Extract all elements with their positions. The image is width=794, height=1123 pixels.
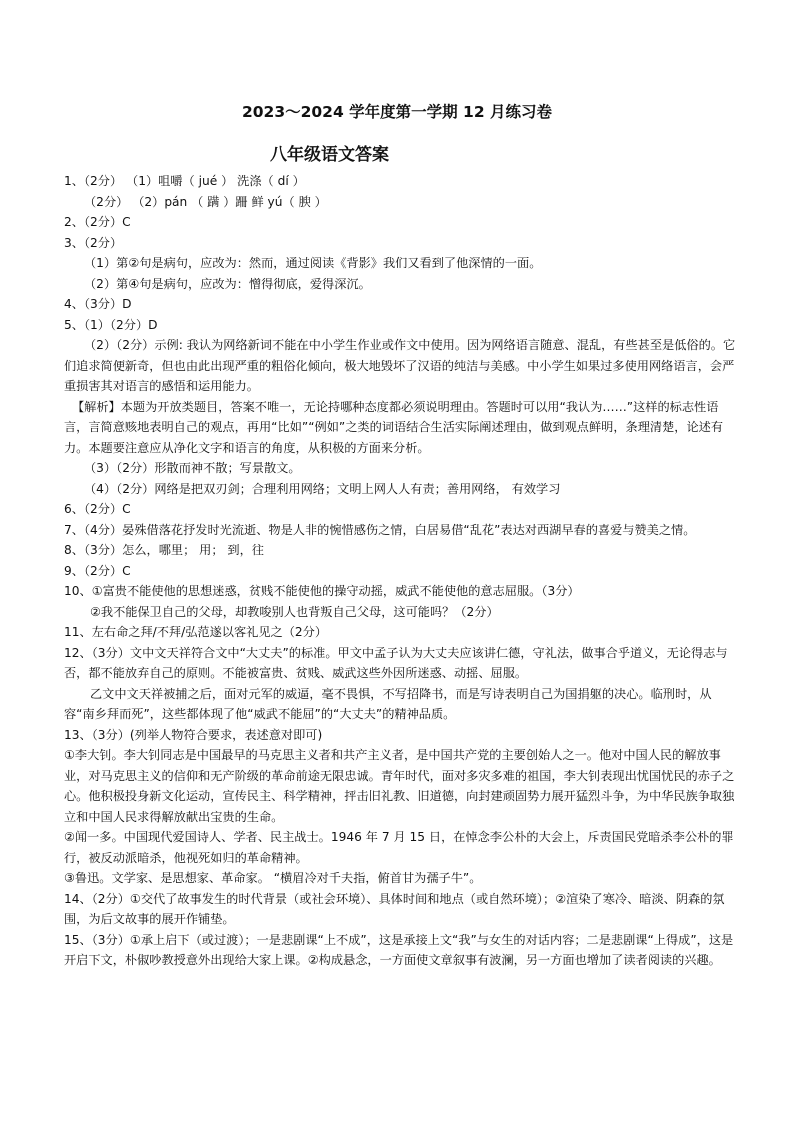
answer-q5-analysis: 【解析】本题为开放类题目，答案不唯一，无论持哪种态度都必须说明理由。答题时可以用“我认为……”这样的标志性语言，言简意赅地表明自己的观点，再用“比如”“例如”之类的词语结合生活实际阐述理由，做到观点鲜明，条理清楚，论述有力。本题要注意应从净化文字和语言的角度，从积极的方面来分析。	[64, 399, 724, 455]
answer-q2: 2、（2分）C	[64, 215, 131, 229]
answer-q13: 13、（3分）(列举人物符合要求，表述意对即可)	[64, 727, 323, 742]
answer-q5-2: （2）（2分）示例: 我认为网络新词不能在中小学生作业或作文中使用。因为网络语言随意、混乱，有些甚至是低俗的。它们追求简便新奇，但也由此出现严重的粗俗化倾向，极大地毁坏了汉语的纯洁与美感。中小学生如果过多使用网络语言，会严重损害其对语言的感悟和运用能力。	[64, 338, 736, 393]
answer-q5-3: （3）（2分）形散而神不散；写景散文。	[84, 461, 301, 475]
answer-q3-2: （2）第④句是病句，应改为：憎得彻底，爱得深沉。	[84, 276, 371, 291]
answer-q3-1: （1）第②句是病句，应改为：然而，通过阅读《背影》我们又看到了他深情的一面。	[84, 256, 542, 270]
answer-q14: 14、（2分）①交代了故事发生的时代背景（或社会环境）、具体时间和地点（或自然环境）；②渲染了寒冷、暗淡、阴森的氛围，为后文故事的展开作铺垫。	[64, 891, 725, 926]
answer-q3: 3、（2分）	[64, 235, 123, 250]
answer-q5-1: 5、（1）（2分）D	[64, 317, 158, 332]
answer-q5-4: （4）（2分）网络是把双刃剑；合理利用网络；文明上网人人有责；善用网络， 有效学习	[84, 481, 561, 496]
answer-q11: 11、左右命之拜/不拜/弘范遂以客礼见之（2分）	[64, 625, 328, 639]
answer-q8: 8、（3分）怎么，哪里； 用； 到，往	[64, 543, 264, 557]
answer-q13-2: ②闻一多。中国现代爱国诗人、学者、民主战士。1946 年 7 月 15 日，在悼念李公朴的大会上，斥责国民党暗杀李公朴的罪行，被反动派暗杀，他视死如归的革命精神。	[64, 830, 734, 865]
answer-q15: 15、（3分）①承上启下（或过渡）；一是悲剧课“上不成”，这是承接上文“我”与女生的对话内容；二是悲剧课“上得成”，这是开启下文，朴俶吵教授意外出现给大家上课。②构成悬念，一方面使文章叙事有波澜，另一方面也增加了读者阅读的兴趣。	[64, 932, 734, 967]
answer-q7: 7、（4分）晏殊借落花抒发时光流逝、物是人非的惋惜感伤之情，白居易借“乱花”表达对西湖早春的喜爱与赞美之情。	[64, 522, 696, 537]
answer-q4: 4、（3分）D	[64, 297, 132, 311]
answer-q12-1: 12、（3分）文中文天祥符合文中“大丈夫”的标准。甲文中孟子认为大丈夫应该讲仁德，守礼法，做事合乎道义，无论得志与否，都不能放弃自己的原则。不能被富贵、贫贱、威武这些外因所迷惑、动摇、屈服。	[64, 645, 728, 680]
answer-q10-1: 10、①富贵不能使他的思想迷惑，贫贱不能使他的操守动摇，威武不能使他的意志屈服。（3分）	[64, 584, 580, 598]
answer-q10-2: ②我不能保卫自己的父母，却教唆别人也背叛自己父母，这可能吗？（2分）	[90, 604, 499, 619]
answer-q9: 9、（2分）C	[64, 563, 131, 578]
answer-q12-2: 乙文中文天祥被捕之后，面对元军的威逼，毫不畏惧，不写招降书，而是写诗表明自己为国捐躯的决心。临刑时，从容“南乡拜而死”，这些都体现了他“威武不能屈”的“大丈夫”的精神品质。	[64, 686, 712, 721]
answer-content	[64, 171, 736, 971]
page-title: 2023～2024 学年度第一学期 12 月练习卷	[241, 103, 553, 121]
answer-q6: 6、（2分）C	[64, 502, 131, 516]
answer-q1-part2: （2分） （2）pán （ 蹒 ）跚 鲜 yú（ 腴 ）	[84, 194, 327, 209]
answer-q13-1: ①李大钊。李大钊同志是中国最早的马克思主义者和共产主义者，是中国共产党的主要创始人之一。他对中国人民的解放事业，对马克思主义的信仰和无产阶级的革命前途无限忠诚。青年时代，面对多灾多难的祖国，李大钊表现出忧国忧民的赤子之心。他积极投身新文化运动，宣传民主、科学精神，抨击旧礼教、旧道德，向封建顽固势力展开猛烈斗争，为中华民族争取独立和中国人民求得解放献出宝贵的生命。	[64, 748, 735, 824]
answer-q13-3: ③鲁迅。文学家、是思想家、革命家。 “横眉冷对千夫指，俯首甘为孺子牛”。	[64, 871, 482, 885]
answer-q1-part1: 1、（2分） （1）咀嚼（ jué ） 洗涤（ dí ）	[64, 174, 305, 188]
page-subtitle: 八年级语文答案	[270, 145, 389, 165]
